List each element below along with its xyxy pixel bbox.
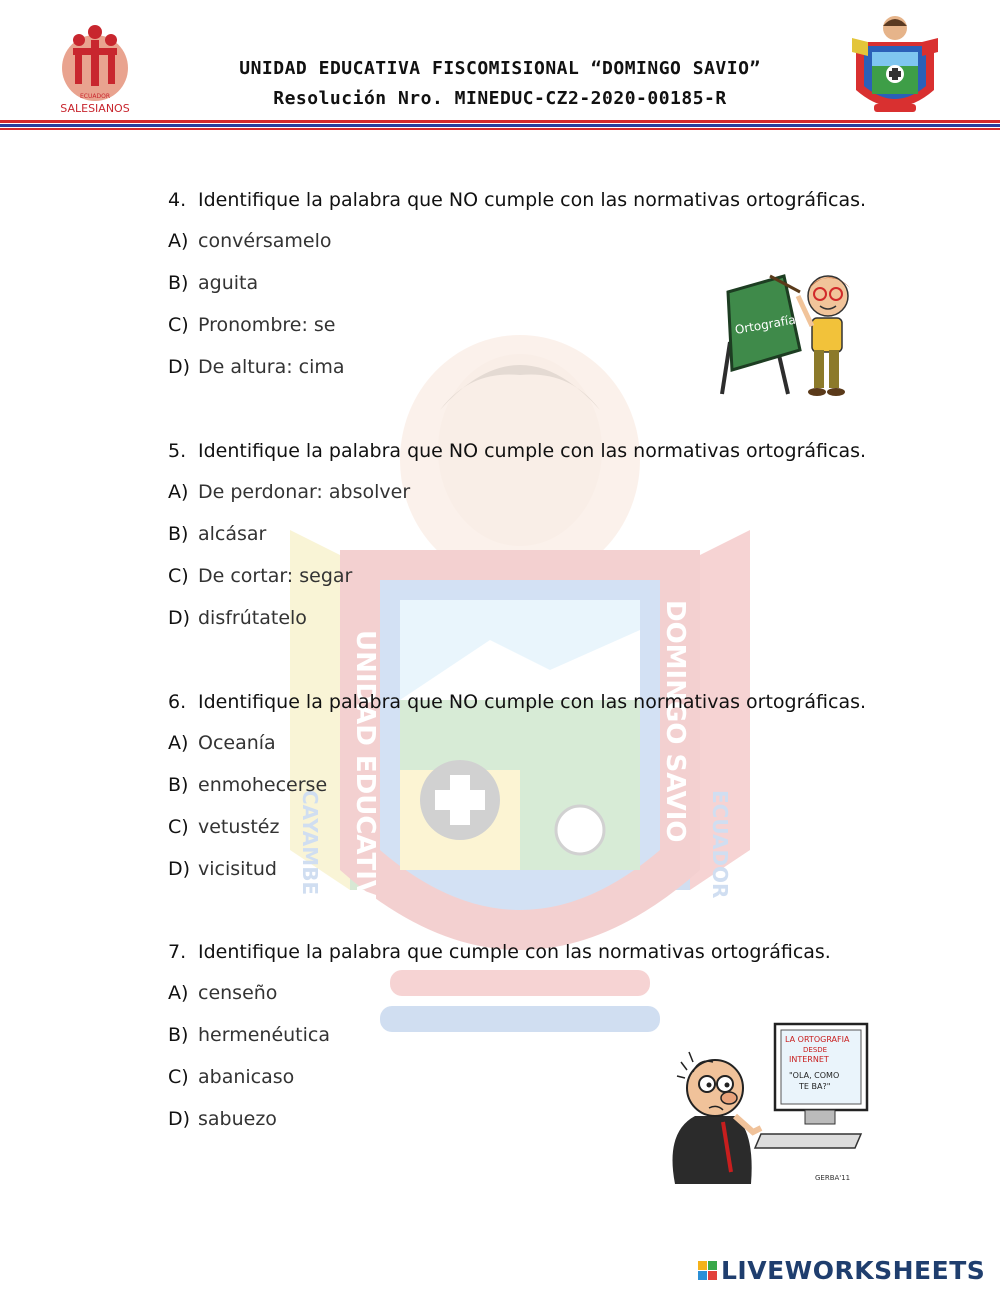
svg-text:TE BA?": TE BA?": [799, 1082, 831, 1091]
question-text: Identifique la palabra que cumple con las normativas ortográficas.: [198, 941, 831, 963]
svg-text:ECUADOR: ECUADOR: [80, 93, 110, 100]
svg-text:LA ORTOGRAFIA: LA ORTOGRAFIA: [785, 1035, 850, 1044]
header-stripe-red-thin: [0, 128, 1000, 130]
svg-text:UNIDAD EDUCATIVA: UNIDAD EDUCATIVA: [350, 630, 380, 919]
resolution-number: Resolución Nro. MINEDUC-CZ2-2020-00185-R: [273, 88, 727, 109]
option-text: sabuezo: [198, 1108, 277, 1130]
header-stripe-blue: [0, 124, 1000, 127]
option-a[interactable]: [168, 722, 888, 764]
svg-text:SALESIANOS: SALESIANOS: [60, 102, 130, 115]
option-letter: A): [168, 481, 189, 503]
option-d[interactable]: [168, 597, 888, 639]
option-text: De perdonar: absolver: [198, 481, 411, 503]
option-text: vicisitud: [198, 858, 277, 880]
option-letter: C): [168, 314, 189, 336]
question-number: 7.: [168, 941, 187, 963]
question-number: 4.: [168, 189, 187, 211]
question-prompt: [168, 688, 888, 716]
question-prompt: [168, 437, 888, 465]
option-letter: D): [168, 858, 191, 880]
option-text: convérsamelo: [198, 230, 332, 252]
option-letter: D): [168, 1108, 191, 1130]
liveworksheets-brand[interactable]: [698, 1254, 985, 1286]
option-d[interactable]: [168, 848, 888, 890]
school-crest-logo: [850, 12, 940, 120]
brand-name: LIVEWORKSHEETS: [721, 1255, 986, 1285]
question-6: [168, 688, 888, 890]
salesianos-logo: [55, 18, 140, 118]
svg-text:Ortografía: Ortografía: [733, 312, 797, 338]
svg-text:INTERNET: INTERNET: [789, 1055, 829, 1064]
option-text: hermenéutica: [198, 1024, 330, 1046]
internet-ortografia-cartoon: [665, 1022, 870, 1184]
question-5: [168, 437, 888, 639]
svg-text:"OLA, COMO: "OLA, COMO: [789, 1071, 840, 1080]
option-c[interactable]: [168, 806, 888, 848]
option-b[interactable]: [168, 764, 888, 806]
liveworksheets-logo-icon: [698, 1261, 717, 1280]
option-letter: C): [168, 816, 189, 838]
svg-text:GERBA'11: GERBA'11: [815, 1174, 851, 1182]
option-text: enmohecerse: [198, 774, 328, 796]
option-a[interactable]: [168, 471, 888, 513]
question-number: 6.: [168, 691, 187, 713]
question-prompt: [168, 938, 888, 966]
ortografia-teacher-illustration: [718, 262, 863, 402]
question-prompt: [168, 186, 888, 214]
question-text: Identifique la palabra que NO cumple con las normativas ortográficas.: [198, 440, 867, 462]
header-stripe-red: [0, 120, 1000, 123]
question-text: Identifique la palabra que NO cumple con las normativas ortográficas.: [198, 189, 867, 211]
option-letter: C): [168, 565, 189, 587]
option-letter: B): [168, 1024, 189, 1046]
option-text: De altura: cima: [198, 356, 345, 378]
option-b[interactable]: [168, 513, 888, 555]
option-text: Oceanía: [198, 732, 276, 754]
page-header: [0, 0, 1000, 135]
option-a[interactable]: [168, 972, 888, 1014]
option-letter: A): [168, 982, 189, 1004]
option-text: censeño: [198, 982, 278, 1004]
svg-text:CAYAMBE: CAYAMBE: [298, 790, 322, 896]
option-letter: A): [168, 732, 189, 754]
option-text: alcásar: [198, 523, 267, 545]
option-text: abanicaso: [198, 1066, 295, 1088]
svg-text:ECUADOR: ECUADOR: [708, 790, 732, 899]
option-text: disfrútatelo: [198, 607, 307, 629]
option-text: Pronombre: se: [198, 314, 336, 336]
option-letter: C): [168, 1066, 189, 1088]
option-letter: B): [168, 272, 189, 294]
svg-text:DESDE: DESDE: [803, 1046, 828, 1054]
option-text: De cortar: segar: [198, 565, 353, 587]
question-number: 5.: [168, 440, 187, 462]
option-letter: A): [168, 230, 189, 252]
question-text: Identifique la palabra que NO cumple con las normativas ortográficas.: [198, 691, 867, 713]
option-letter: D): [168, 607, 191, 629]
option-text: vetustéz: [198, 816, 280, 838]
option-text: aguita: [198, 272, 259, 294]
option-a[interactable]: [168, 220, 888, 262]
school-name: UNIDAD EDUCATIVA FISCOMISIONAL “DOMINGO SAVIO”: [239, 58, 761, 79]
option-c[interactable]: [168, 555, 888, 597]
option-letter: B): [168, 774, 189, 796]
option-letter: D): [168, 356, 191, 378]
option-letter: B): [168, 523, 189, 545]
svg-text:DOMINGO SAVIO: DOMINGO SAVIO: [660, 600, 690, 843]
